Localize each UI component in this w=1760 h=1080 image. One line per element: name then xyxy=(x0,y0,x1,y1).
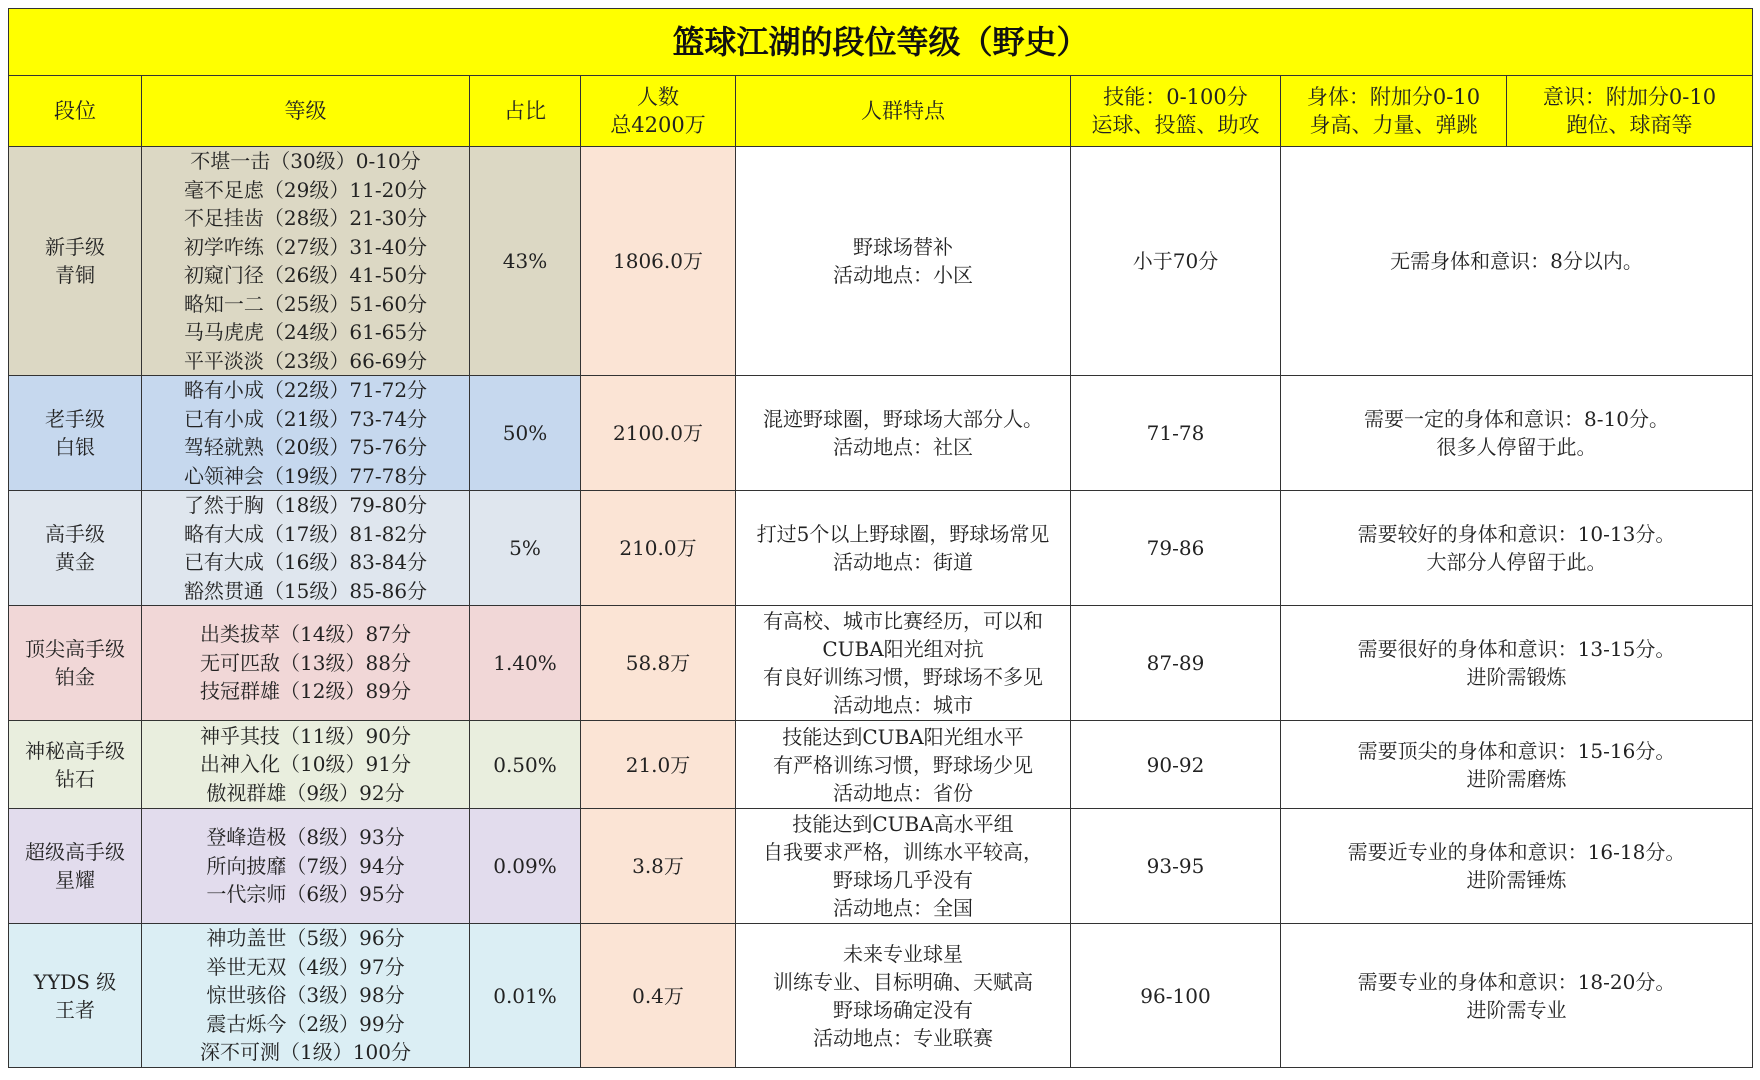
requirement-cell: 需要较好的身体和意识：10-13分。 大部分人停留于此。 xyxy=(1281,491,1753,606)
header-iq: 意识：附加分0-10 跑位、球商等 xyxy=(1507,76,1753,147)
table-row xyxy=(9,924,1753,1068)
grade-cell: 不堪一击（30级）0-10分 毫不足虑（29级）11-20分 不足挂齿（28级）21-30分 初学咋练（27级）31-40分 初窥门径（26级）41-50分 略知一二（25级）51-60分 马马虎虎（24级）61-65分 平平淡淡（23级）66-69分 xyxy=(142,147,470,376)
requirement-cell: 需要很好的身体和意识：13-15分。 进阶需锻炼 xyxy=(1281,606,1753,721)
share-cell: 0.01% xyxy=(470,924,581,1068)
share-cell: 50% xyxy=(470,376,581,491)
share-cell: 5% xyxy=(470,491,581,606)
population-cell: 1806.0万 xyxy=(581,147,736,376)
rank-cell: 高手级 黄金 xyxy=(9,491,142,606)
grade-cell: 登峰造极（8级）93分 所向披靡（7级）94分 一代宗师（6级）95分 xyxy=(142,809,470,924)
population-cell: 21.0万 xyxy=(581,721,736,809)
requirement-cell: 需要专业的身体和意识：18-20分。 进阶需专业 xyxy=(1281,924,1753,1068)
population-cell: 58.8万 xyxy=(581,606,736,721)
grade-cell: 出类拔萃（14级）87分 无可匹敌（13级）88分 技冠群雄（12级）89分 xyxy=(142,606,470,721)
traits-cell: 技能达到CUBA阳光组水平 有严格训练习惯，野球场少见 活动地点：省份 xyxy=(736,721,1071,809)
skill-cell: 90-92 xyxy=(1071,721,1281,809)
header-grade: 等级 xyxy=(142,76,470,147)
requirement-cell: 无需身体和意识：8分以内。 xyxy=(1281,147,1753,376)
rank-cell: 神秘高手级 钻石 xyxy=(9,721,142,809)
population-cell: 3.8万 xyxy=(581,809,736,924)
table-row xyxy=(9,721,1753,809)
rank-cell: 新手级 青铜 xyxy=(9,147,142,376)
header-rank: 段位 xyxy=(9,76,142,147)
table-row xyxy=(9,809,1753,924)
header-traits: 人群特点 xyxy=(736,76,1071,147)
header-skill: 技能：0-100分 运球、投篮、助攻 xyxy=(1071,76,1281,147)
header-share: 占比 xyxy=(470,76,581,147)
table-row xyxy=(9,376,1753,491)
title-row xyxy=(9,9,1753,76)
traits-cell: 混迹野球圈，野球场大部分人。 活动地点：社区 xyxy=(736,376,1071,491)
traits-cell: 有高校、城市比赛经历，可以和 CUBA阳光组对抗 有良好训练习惯，野球场不多见 活动地点：城市 xyxy=(736,606,1071,721)
share-cell: 0.50% xyxy=(470,721,581,809)
requirement-cell: 需要近专业的身体和意识：16-18分。 进阶需锤炼 xyxy=(1281,809,1753,924)
rank-cell: 顶尖高手级 铂金 xyxy=(9,606,142,721)
requirement-cell: 需要一定的身体和意识：8-10分。 很多人停留于此。 xyxy=(1281,376,1753,491)
header-population: 人数 总4200万 xyxy=(581,76,736,147)
header-body: 身体：附加分0-10 身高、力量、弹跳 xyxy=(1281,76,1507,147)
header-row xyxy=(9,76,1753,147)
share-cell: 0.09% xyxy=(470,809,581,924)
grade-cell: 神乎其技（11级）90分 出神入化（10级）91分 傲视群雄（9级）92分 xyxy=(142,721,470,809)
requirement-cell: 需要顶尖的身体和意识：15-16分。 进阶需磨炼 xyxy=(1281,721,1753,809)
rank-table xyxy=(8,8,1753,1068)
share-cell: 43% xyxy=(470,147,581,376)
grade-cell: 神功盖世（5级）96分 举世无双（4级）97分 惊世骇俗（3级）98分 震古烁今（2级）99分 深不可测（1级）100分 xyxy=(142,924,470,1068)
traits-cell: 未来专业球星 训练专业、目标明确、天赋高 野球场确定没有 活动地点：专业联赛 xyxy=(736,924,1071,1068)
rank-table-sheet xyxy=(8,8,1752,1068)
rank-cell: 老手级 白银 xyxy=(9,376,142,491)
table-row xyxy=(9,606,1753,721)
share-cell: 1.40% xyxy=(470,606,581,721)
grade-cell: 了然于胸（18级）79-80分 略有大成（17级）81-82分 已有大成（16级）83-84分 豁然贯通（15级）85-86分 xyxy=(142,491,470,606)
rank-cell: YYDS 级 王者 xyxy=(9,924,142,1068)
table-row xyxy=(9,491,1753,606)
traits-cell: 打过5个以上野球圈，野球场常见 活动地点：街道 xyxy=(736,491,1071,606)
rank-cell: 超级高手级 星耀 xyxy=(9,809,142,924)
table-title: 篮球江湖的段位等级（野史） xyxy=(9,9,1753,76)
skill-cell: 96-100 xyxy=(1071,924,1281,1068)
population-cell: 210.0万 xyxy=(581,491,736,606)
skill-cell: 小于70分 xyxy=(1071,147,1281,376)
skill-cell: 87-89 xyxy=(1071,606,1281,721)
traits-cell: 野球场替补 活动地点：小区 xyxy=(736,147,1071,376)
population-cell: 0.4万 xyxy=(581,924,736,1068)
skill-cell: 79-86 xyxy=(1071,491,1281,606)
traits-cell: 技能达到CUBA高水平组 自我要求严格，训练水平较高， 野球场几乎没有 活动地点：全国 xyxy=(736,809,1071,924)
skill-cell: 71-78 xyxy=(1071,376,1281,491)
table-row xyxy=(9,147,1753,376)
grade-cell: 略有小成（22级）71-72分 已有小成（21级）73-74分 驾轻就熟（20级）75-76分 心领神会（19级）77-78分 xyxy=(142,376,470,491)
skill-cell: 93-95 xyxy=(1071,809,1281,924)
population-cell: 2100.0万 xyxy=(581,376,736,491)
